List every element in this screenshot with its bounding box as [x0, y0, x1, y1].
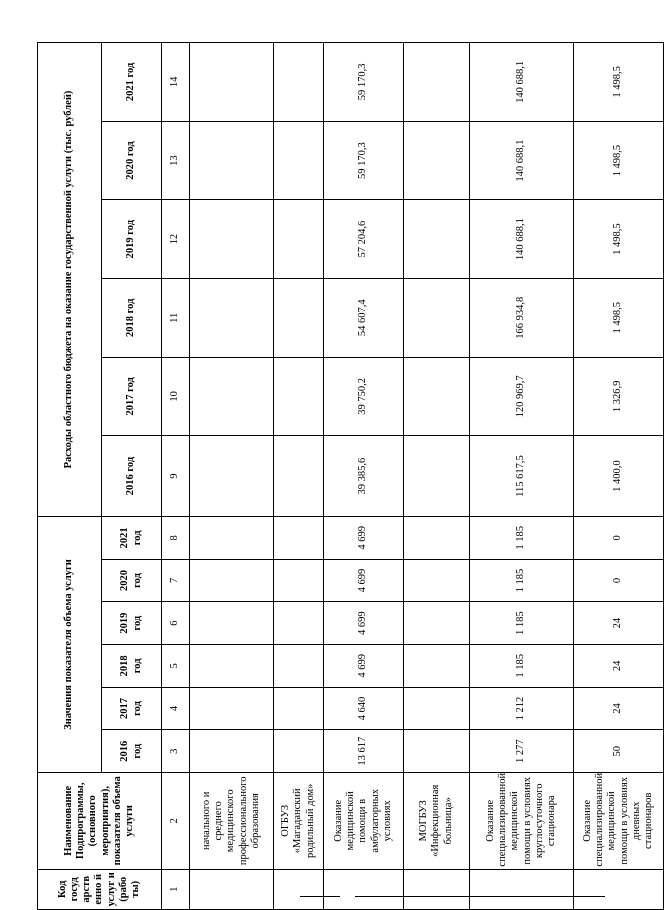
cell-budget: 1 498,5 — [574, 278, 664, 357]
cell-budget: 57 204,6 — [324, 200, 404, 279]
cell-volume — [404, 687, 470, 730]
cell-volume: 4 640 — [324, 687, 404, 730]
cell-budget: 140 688,1 — [470, 43, 574, 122]
header-volume-year: 2021 год — [102, 516, 162, 559]
table-row — [404, 43, 470, 910]
cell-volume — [274, 602, 324, 645]
cell-budget — [190, 278, 274, 357]
cell-name: начального и среднего медицинского профессионального образования — [190, 773, 274, 870]
header-volume-year: 2019 год — [102, 602, 162, 645]
column-number: 14 — [162, 43, 190, 122]
cell-volume — [274, 645, 324, 688]
cell-volume — [404, 602, 470, 645]
column-number: 2 — [162, 773, 190, 870]
cell-name: Оказание специализированной медицинской помощи в условиях дневных стационаров — [574, 773, 664, 870]
cell-name: ОГБУЗ «Магаданский родильный дом» — [274, 773, 324, 870]
cell-budget — [274, 200, 324, 279]
cell-volume — [274, 730, 324, 773]
footer-line-left — [300, 896, 340, 897]
header-name: Наименование Подпрограммы, (основного мероприятия), показателя объема услуги — [38, 773, 162, 870]
header-code: Код госуд арств енно й услуг и (рабо ты) — [38, 869, 162, 909]
cell-volume: 4 699 — [324, 602, 404, 645]
cell-budget: 1 326,9 — [574, 357, 664, 436]
cell-budget — [274, 278, 324, 357]
cell-volume — [274, 687, 324, 730]
header-budget-group: Расходы областного бюджета на оказание государственной услуги (тыс. рублей) — [38, 43, 102, 517]
table-row — [470, 43, 574, 910]
cell-code — [274, 869, 324, 909]
rotated-table-wrapper — [37, 42, 654, 910]
cell-budget — [274, 357, 324, 436]
header-volume-year: 2020 год — [102, 559, 162, 602]
cell-volume — [190, 687, 274, 730]
column-number: 12 — [162, 200, 190, 279]
column-number: 6 — [162, 602, 190, 645]
cell-budget: 1 498,5 — [574, 200, 664, 279]
cell-budget: 39 385,6 — [324, 436, 404, 517]
header-budget-year: 2016 год — [102, 436, 162, 517]
footer-line-right — [355, 896, 605, 897]
cell-volume: 50 — [574, 730, 664, 773]
cell-volume — [190, 602, 274, 645]
cell-volume: 13 617 — [324, 730, 404, 773]
header-volume-year: 2016 год — [102, 730, 162, 773]
column-number: 8 — [162, 516, 190, 559]
cell-volume: 1 185 — [470, 645, 574, 688]
cell-volume — [404, 516, 470, 559]
cell-budget: 140 688,1 — [470, 200, 574, 279]
cell-volume — [190, 645, 274, 688]
table-row — [574, 43, 664, 910]
column-numbers-row — [162, 43, 190, 910]
column-number: 11 — [162, 278, 190, 357]
column-number: 9 — [162, 436, 190, 517]
cell-budget: 39 750,2 — [324, 357, 404, 436]
cell-budget: 120 969,7 — [470, 357, 574, 436]
column-number: 7 — [162, 559, 190, 602]
cell-budget: 59 170,3 — [324, 43, 404, 122]
header-budget-year: 2017 год — [102, 357, 162, 436]
cell-volume: 24 — [574, 645, 664, 688]
table-row — [274, 43, 324, 910]
cell-volume — [190, 516, 274, 559]
column-number: 3 — [162, 730, 190, 773]
header-volume-group: Значения показателя объема услуги — [38, 516, 102, 772]
header-budget-year: 2019 год — [102, 200, 162, 279]
cell-volume: 1 185 — [470, 602, 574, 645]
cell-budget: 1 498,5 — [574, 43, 664, 122]
table-body — [190, 43, 664, 910]
cell-volume — [274, 516, 324, 559]
cell-budget — [404, 436, 470, 517]
cell-volume: 1 212 — [470, 687, 574, 730]
column-number: 4 — [162, 687, 190, 730]
cell-volume: 4 699 — [324, 559, 404, 602]
cell-name: Оказание медицинской помощи в амбулаторных условиях — [324, 773, 404, 870]
table-row — [190, 43, 274, 910]
cell-budget: 115 617,5 — [470, 436, 574, 517]
cell-name: МОГБУЗ «Инфекционная больница» — [404, 773, 470, 870]
cell-budget: 140 688,1 — [470, 121, 574, 200]
cell-volume: 0 — [574, 559, 664, 602]
header-volume-year: 2018 год — [102, 645, 162, 688]
cell-budget: 59 170,3 — [324, 121, 404, 200]
column-number: 10 — [162, 357, 190, 436]
cell-budget — [404, 278, 470, 357]
cell-code — [404, 869, 470, 909]
header-volume-year: 2017 год — [102, 687, 162, 730]
cell-budget — [404, 121, 470, 200]
cell-volume: 1 185 — [470, 559, 574, 602]
cell-code — [324, 869, 404, 909]
cell-budget: 1 498,5 — [574, 121, 664, 200]
cell-code — [470, 869, 574, 909]
cell-budget — [404, 357, 470, 436]
cell-budget — [274, 43, 324, 122]
column-number: 5 — [162, 645, 190, 688]
services-table — [37, 42, 664, 910]
cell-volume: 1 185 — [470, 516, 574, 559]
cell-budget — [274, 436, 324, 517]
cell-budget — [190, 43, 274, 122]
header-budget-year: 2018 год — [102, 278, 162, 357]
cell-budget: 166 934,8 — [470, 278, 574, 357]
header-budget-year: 2021 год — [102, 43, 162, 122]
cell-budget — [190, 436, 274, 517]
column-number: 13 — [162, 121, 190, 200]
cell-volume — [274, 559, 324, 602]
cell-budget — [190, 121, 274, 200]
cell-volume — [404, 645, 470, 688]
cell-name: Оказание специализированной медицинской помощи в условиях круглосуточного стационара — [470, 773, 574, 870]
cell-volume — [404, 730, 470, 773]
cell-volume: 24 — [574, 687, 664, 730]
cell-volume — [190, 559, 274, 602]
cell-volume: 4 699 — [324, 645, 404, 688]
cell-budget — [404, 200, 470, 279]
cell-budget: 1 400,0 — [574, 436, 664, 517]
cell-budget: 54 607,4 — [324, 278, 404, 357]
cell-volume — [404, 559, 470, 602]
header-budget-year: 2020 год — [102, 121, 162, 200]
cell-volume: 24 — [574, 602, 664, 645]
cell-budget — [190, 357, 274, 436]
table-row — [324, 43, 404, 910]
cell-budget — [404, 43, 470, 122]
cell-code — [190, 869, 274, 909]
cell-volume: 1 277 — [470, 730, 574, 773]
cell-volume: 0 — [574, 516, 664, 559]
cell-volume — [190, 730, 274, 773]
column-number: 1 — [162, 869, 190, 909]
cell-code — [574, 869, 664, 909]
cell-budget — [190, 200, 274, 279]
cell-volume: 4 699 — [324, 516, 404, 559]
cell-budget — [274, 121, 324, 200]
